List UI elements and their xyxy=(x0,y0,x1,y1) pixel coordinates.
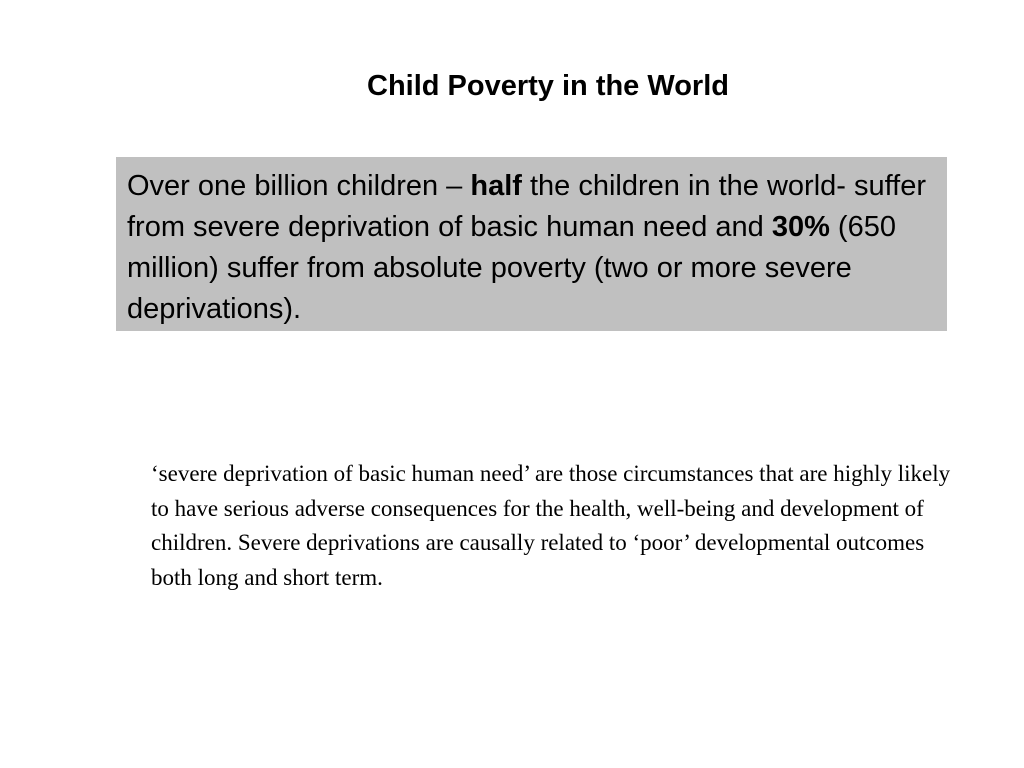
stat-text-3: (650 million) suffer from absolute poverty (two or more severe deprivations). xyxy=(127,211,896,325)
stat-text-2: the children in the world- suffer from severe deprivation of basic human need and xyxy=(127,170,926,243)
stat-emphasis-half: half xyxy=(470,170,522,202)
definition-paragraph: ‘severe deprivation of basic human need’ are those circumstances that are highly likely to have serious adverse consequences for the health, well-being and development of children. Severe deprivations are causally related to ‘poor’ developmental outcomes both long and short term. xyxy=(151,461,951,590)
stat-emphasis-percent: 30% xyxy=(771,211,830,243)
slide-title: Child Poverty in the World xyxy=(367,70,729,102)
statistic-box xyxy=(116,157,947,331)
stat-text-1: Over one billion children – xyxy=(127,170,471,202)
